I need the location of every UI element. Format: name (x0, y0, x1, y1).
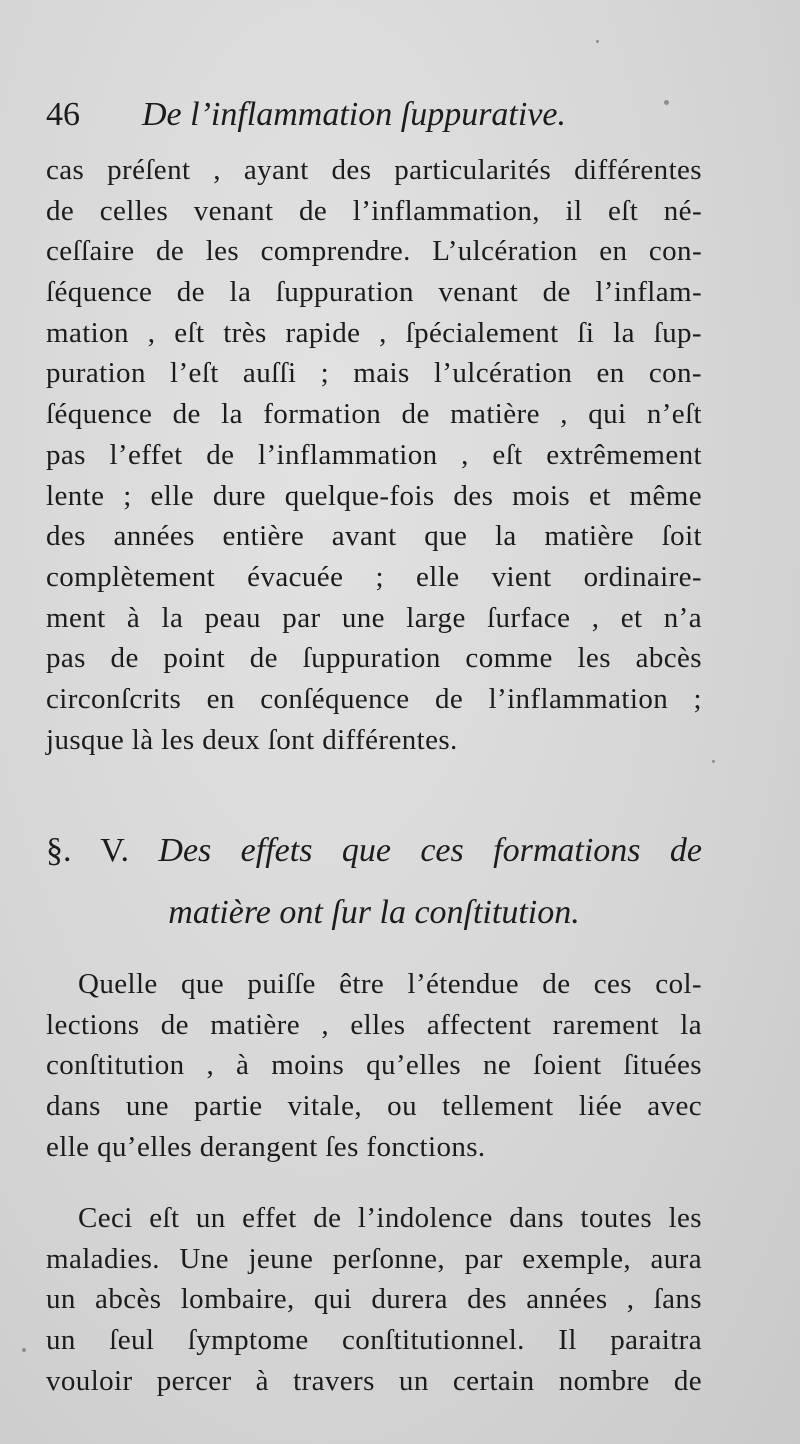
paper-speck (712, 760, 715, 763)
paragraph (46, 964, 702, 1167)
text-line: pas de point de ſuppuration comme les abcès (46, 642, 702, 675)
text-line: un abcès lombaire, qui durera des années , ſans (46, 1283, 702, 1316)
text-line: Quelle que puiſſe être l’étendue de ces col- (78, 968, 702, 1000)
text-line: puration l’eſt auſſi ; mais l’ulcération en con- (46, 357, 702, 390)
text-line: lente ; elle dure quelque-fois des mois et même (46, 479, 702, 512)
section-number: §. V. (46, 832, 129, 869)
paragraph (46, 1198, 702, 1401)
text-line: ſéquence de la formation de matière , qui n’eſt (46, 398, 702, 431)
paragraph-continued (46, 150, 702, 760)
text-line: vouloir percer à travers un certain nombre de (46, 1364, 702, 1397)
text-line: pas l’effet de l’inflammation , eſt extrêmement (46, 438, 702, 471)
text-line: mation , eſt très rapide , ſpécialement ſi la ſup- (46, 316, 702, 349)
paper-speck (664, 100, 669, 105)
running-head (44, 96, 684, 146)
text-line: des années entière avant que la matière ſoit (46, 520, 702, 553)
section-heading-line-1 (46, 820, 702, 882)
section-title-part-2: matière ont ſur la conſtitution. (168, 894, 580, 931)
paper-speck (22, 1348, 26, 1352)
text-line: ment à la peau par une large ſurface , et n’a (46, 601, 702, 634)
text-line: un ſeul ſymptome conſtitutionnel. Il paraitra (46, 1324, 702, 1357)
text-line: circonſcrits en conſéquence de l’inflammation ; (46, 682, 702, 715)
text-line: conſtitution , à moins qu’elles ne ſoient ſituées (46, 1049, 702, 1082)
paper-speck (596, 40, 599, 43)
text-line: Ceci eſt un effet de l’indolence dans toutes les (78, 1202, 702, 1234)
text-line: jusque là les deux ſont différentes. (46, 723, 458, 756)
text-line: elle qu’elles derangent ſes fonctions. (46, 1130, 486, 1163)
text-line: lections de matière , elles affectent rarement la (46, 1008, 702, 1041)
page-number: 46 (46, 96, 80, 133)
running-title: De l’inflammation ſuppurative. (142, 96, 567, 133)
text-line: ceſſaire de les comprendre. L’ulcération en con- (46, 235, 702, 268)
text-line: cas préſent , ayant des particularités différentes (46, 154, 702, 186)
section-title-part-1: Des effets que ces formations de (158, 832, 703, 869)
section-heading (46, 820, 702, 944)
text-line: maladies. Une jeune perſonne, par exemple, aura (46, 1242, 702, 1275)
text-line: dans une partie vitale, ou tellement liée avec (46, 1090, 702, 1123)
text-line: ſéquence de la ſuppuration venant de l’inflam- (46, 276, 702, 309)
text-line: complètement évacuée ; elle vient ordinaire- (46, 560, 702, 593)
text-line: de celles venant de l’inflammation, il eſt né- (46, 194, 702, 227)
